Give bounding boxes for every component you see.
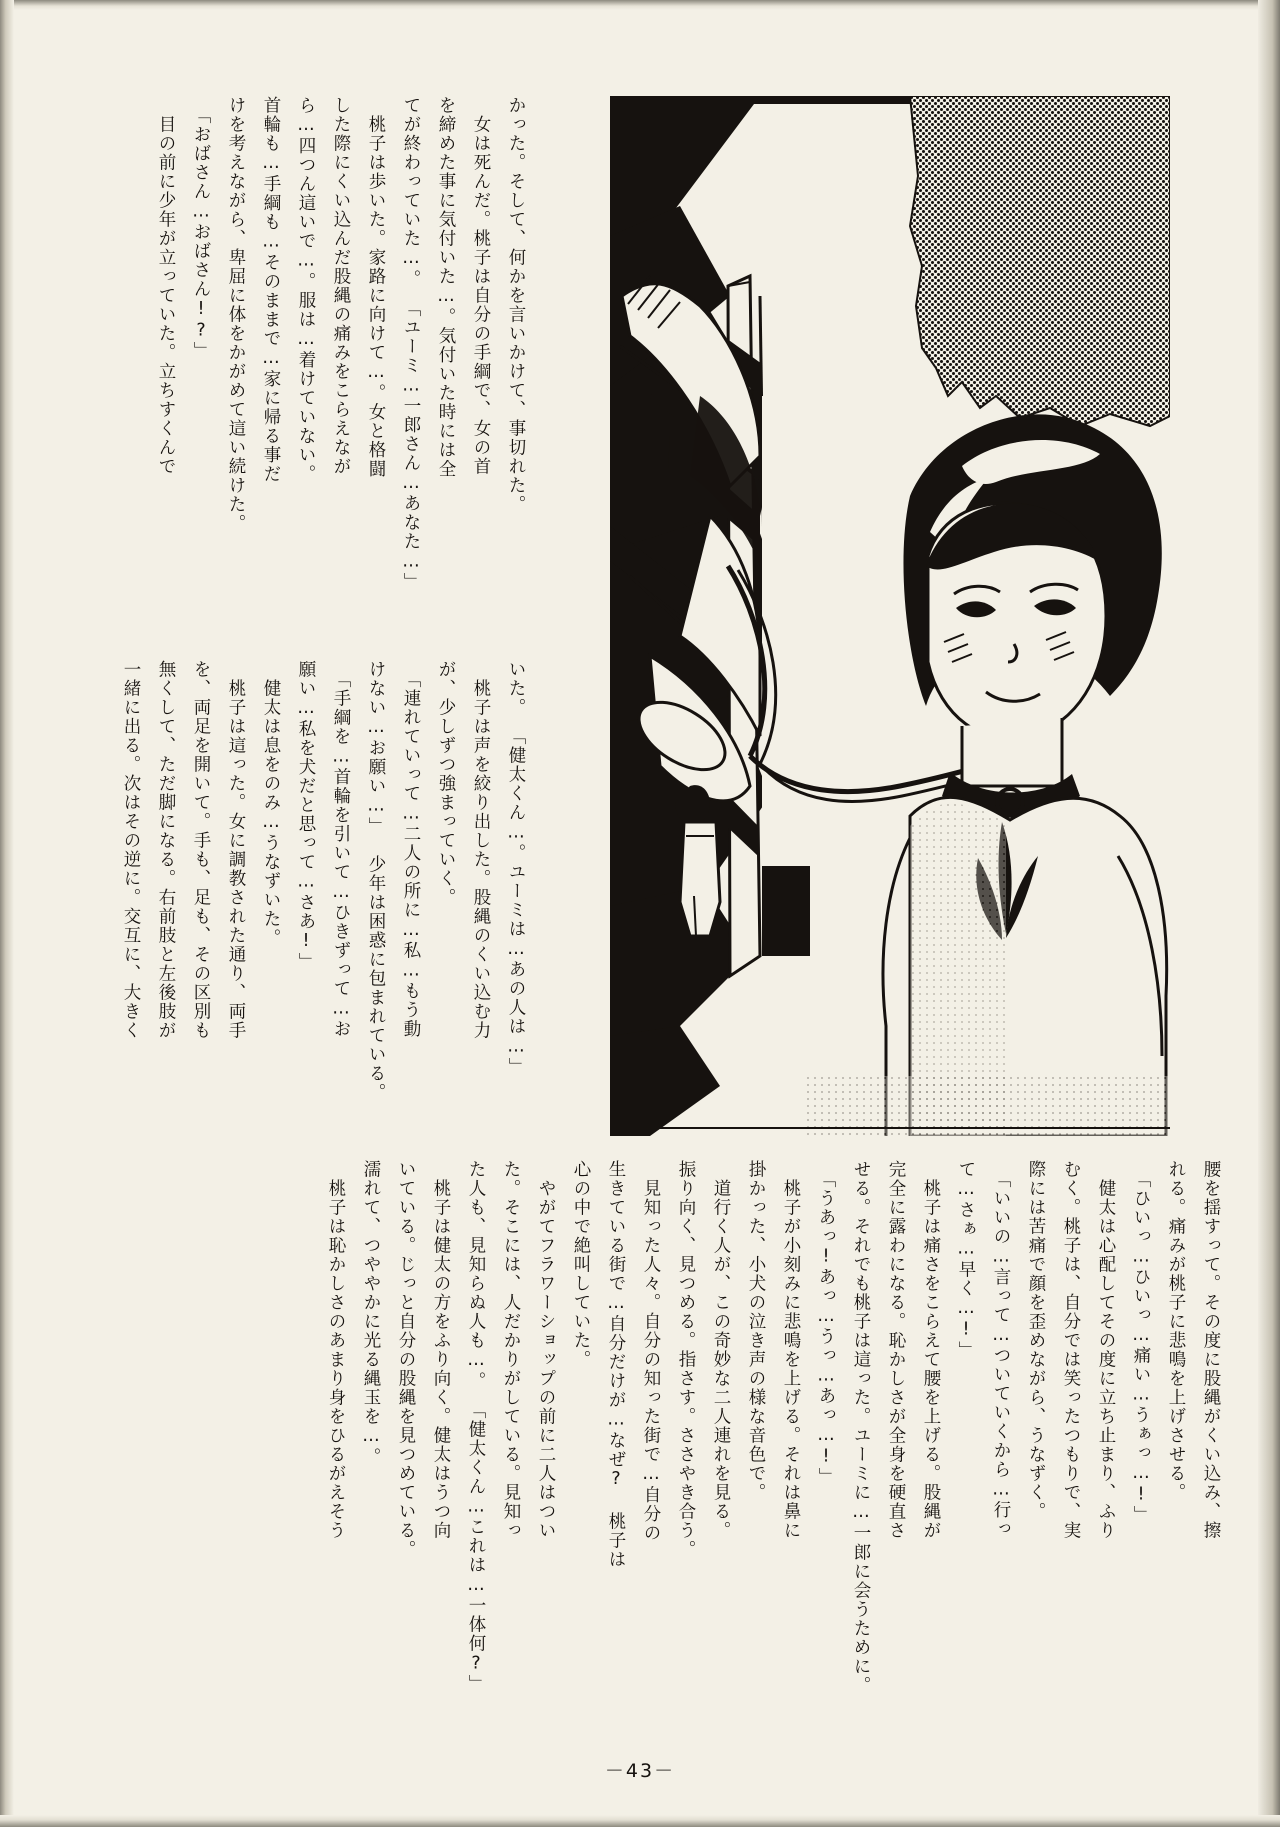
text-column: けた。 [226, 476, 246, 533]
text-column: 濡れて、つややかに光る縄玉を…。 [361, 1160, 381, 1467]
text-column: 桃子は這った。女に調教された通り、両手 [226, 660, 246, 1040]
text-column: 健太は息をのみ…うなずいた。 [261, 660, 281, 948]
text-column: 振り向く、見つめる。指さす。ささやき合う。 [676, 1160, 696, 1559]
text-column: 桃子は歩いた。家路に向けて…。女と格闘 [366, 96, 386, 479]
text-column: かった。そして、何かを言いかけて、事切れ [506, 96, 526, 476]
text-column: た。 [506, 476, 526, 514]
text-column: て…さぁ…早く…!」 [956, 1160, 976, 1360]
text-block-lower [60, 1160, 1225, 1720]
text-column: 「手綱を…首輪を引いて…ひきずって…お [331, 660, 351, 1039]
text-column: 掛かった、小犬の泣き声の様な音色で。 [746, 1160, 766, 1502]
paper-edge-top [0, 0, 1280, 10]
illustration-artwork [610, 96, 1170, 1136]
text-block-upper [60, 96, 530, 656]
illustration-panel [610, 96, 1170, 1136]
page-number: －43－ [604, 1760, 676, 1782]
text-column: いた。 [506, 660, 526, 717]
text-column: を、両足を開いて。手も、足も、その区別も [191, 660, 211, 1040]
text-column: 桃子は恥かしさのあまり身をひるがえそう [326, 1160, 346, 1540]
text-column: 生きている街で…自分だけが…なぜ? 桃子は [606, 1160, 626, 1569]
text-column: けない…お願い…」 [366, 660, 386, 836]
text-column: が、少しずつ強まっていく。 [436, 660, 456, 907]
text-column: 「健太くん…。ユーミは…あの人は…」 [506, 717, 526, 1077]
text-column: 心の中で絶叫していた。 [571, 1160, 591, 1369]
text-column: むく。桃子は、自分では笑ったつもりで、実 [1061, 1160, 1081, 1540]
text-column: 見知った人々。自分の知った街で…自分の [641, 1160, 661, 1543]
text-column: 完全に露わになる。恥かしさが全身を硬直さ [886, 1160, 906, 1540]
text-column: 願い…私を犬だと思って…さあ!」 [296, 660, 316, 972]
text-column: した際にくい込んだ股縄の痛みをこらえなが [331, 96, 351, 476]
text-column: 「おばさん…おばさん!?」 [191, 96, 211, 361]
text-column: た。そこには、人だかりがしている。見知っ [501, 1160, 521, 1540]
text-column: 「ユーミ…一郎さん…あなた…」 [401, 288, 421, 592]
text-column: 女は死んだ。桃子は自分の手綱で、女の首 [471, 96, 491, 476]
text-column: た人も、見知らぬ人も…。 [466, 1160, 486, 1391]
text-column: けを考えながら、卑屈に体をかがめて這い続 [226, 96, 246, 476]
text-column: 「いいの…言って…ついていくから…行っ [991, 1160, 1011, 1539]
text-column: 健太は心配してその度に立ち止まり、ふり [1096, 1160, 1116, 1540]
paper-edge-right [1258, 0, 1280, 1827]
text-column: 目の前に少年が立っていた。立ちすくんで [156, 96, 176, 476]
paper-edge-left [0, 0, 14, 1827]
text-column: 少年は困惑に包まれている。 [366, 836, 386, 1102]
text-column: せる。それでも桃子は這った。ユーミに…一 [851, 1160, 871, 1543]
text-column: 桃子は痛さをこらえて腰を上げる。股縄が [921, 1160, 941, 1540]
text-column: ら…四つん這いで…。服は…着けていない。 [296, 96, 316, 484]
text-column: 桃子が小刻みに悲鳴を上げる。それは鼻に [781, 1160, 801, 1540]
text-column: 道行く人が、この奇妙な二人連れを見る。 [711, 1160, 731, 1540]
text-column: 腰を揺すって。その度に股縄がくい込み、擦 [1201, 1160, 1221, 1540]
text-column: 桃子は健太の方をふり向く。健太はうつ向 [431, 1160, 451, 1540]
text-column: やがてフラワーショップの前に二人はつい [536, 1160, 556, 1540]
text-column: 際には苦痛で顔を歪めながら、うなずく。 [1026, 1160, 1046, 1521]
text-column: 「連れていって…二人の所に…私…もう動 [401, 660, 421, 1039]
text-column: てが終わっていた…。 [401, 96, 421, 289]
text-column: 無くして、ただ脚になる。右前肢と左後肢が [156, 660, 176, 1040]
text-column: 桃子は声を絞り出した。股縄のくい込む力 [471, 660, 491, 1040]
text-column: 郎に会うために。 [851, 1542, 871, 1695]
text-column: 「ひいっ…ひいっ…痛い…うぁっ…!」 [1131, 1160, 1151, 1525]
text-block-middle [60, 660, 530, 1150]
paper-edge-bottom [0, 1815, 1280, 1827]
text-column: いている。じっと自分の股縄を見つめている。 [396, 1160, 416, 1559]
text-column: 「健太くん…これは…一体何?」 [466, 1390, 486, 1694]
text-column: れる。痛みが桃子に悲鳴を上げさせる。 [1166, 1160, 1186, 1502]
text-column: 「うあっ!あっ…うっ…あっ…!」 [816, 1160, 836, 1487]
text-column: 一緒に出る。次はその逆に。交互に、大きく [121, 660, 141, 1040]
text-column: 首輪も…手綱も…そのままで…家に帰る事だ [261, 96, 281, 484]
text-column: を締めた事に気付いた…。気付いた時には全 [436, 96, 456, 479]
